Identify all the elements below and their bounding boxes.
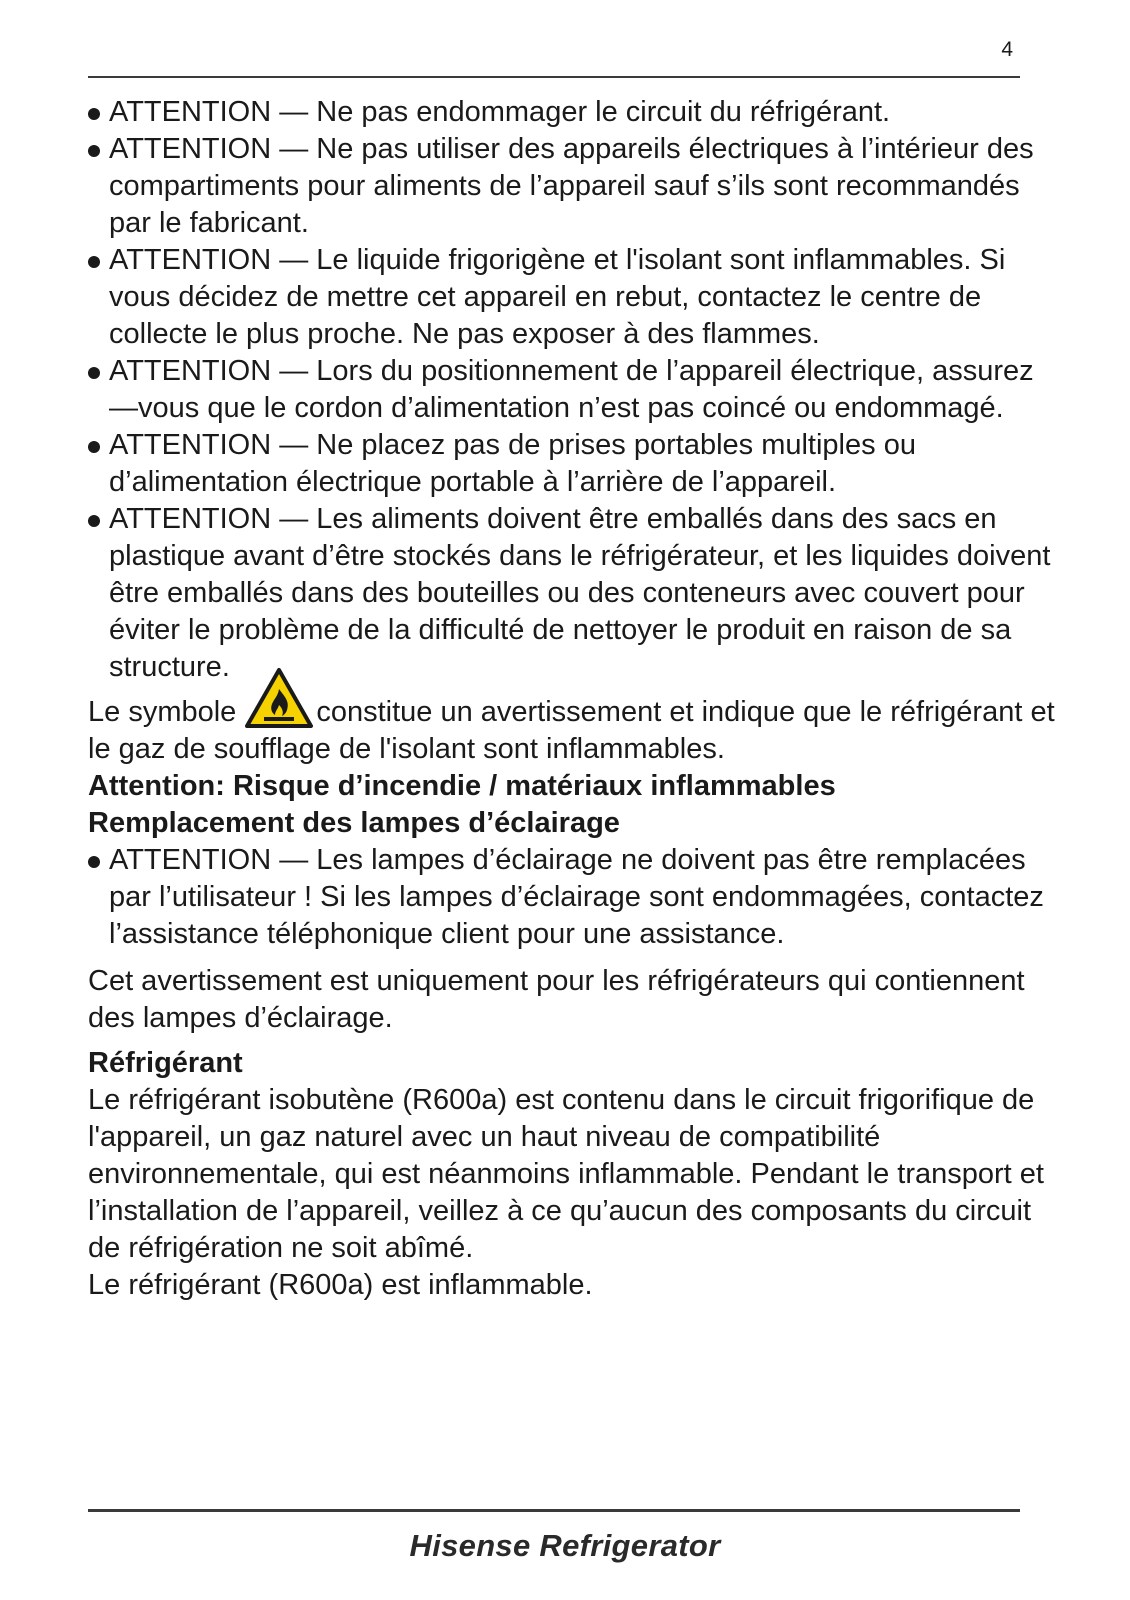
symbol-note — [88, 694, 1060, 768]
lamps-heading: Remplacement des lampes d’éclairage — [88, 807, 620, 839]
footer-divider — [88, 1509, 1020, 1512]
warning-item: ATTENTION — Ne placez pas de prises portables multiples ou d’alimentation électrique portable à l’arrière de l’appareil. — [88, 427, 1060, 501]
refrigerant-heading: Réfrigérant — [88, 1047, 243, 1079]
refrigerant-text: Le réfrigérant isobutène (R600a) est contenu dans le circuit frigorifique de l'appareil, un gaz naturel avec un haut niveau de compatibilité environnementale, qui est néanmoins inflammable. Pendant le transport et l’installation de l’appareil, veillez à ce qu’aucun des composants du circuit de réfrigération ne soit abîmé. — [88, 1084, 1044, 1264]
symbol-note-before: Le symbole — [88, 696, 237, 728]
header-divider — [88, 76, 1020, 78]
page-content — [88, 94, 1060, 1304]
warning-item: ATTENTION — Lors du positionnement de l’appareil électrique, assurez—vous que le cordon d’alimentation n’est pas coincé ou endommagé. — [88, 353, 1060, 427]
warning-list — [88, 94, 1060, 686]
footer-brand: Hisense Refrigerator — [409, 1528, 721, 1563]
page-number: 4 — [1001, 38, 1013, 61]
symbol-note-after: constitue un avertissement et indique que le réfrigérant et le gaz de soufflage de l'isolant sont inflammables. — [88, 696, 1055, 765]
warning-item: ATTENTION — Les lampes d’éclairage ne doivent pas être remplacées par l’utilisateur ! Si les lampes d’éclairage sont endommagées, contactez l’assistance téléphonique client pour une assistance. — [88, 842, 1060, 953]
lamps-note: Cet avertissement est uniquement pour les réfrigérateurs qui contiennent des lampes d’éclairage. — [88, 965, 1025, 1034]
refrigerant-flammable: Le réfrigérant (R600a) est inflammable. — [88, 1269, 593, 1301]
warning-item: ATTENTION — Ne pas endommager le circuit du réfrigérant. — [88, 94, 1060, 131]
warning-item: ATTENTION — Ne pas utiliser des appareils électriques à l’intérieur des compartiments pour aliments de l’appareil sauf s’ils sont recommandés par le fabricant. — [88, 131, 1060, 242]
warning-item: ATTENTION — Les aliments doivent être emballés dans des sacs en plastique avant d’être stockés dans le réfrigérateur, et les liquides doivent être emballés dans des bouteilles ou des conteneurs avec couvert pour éviter le problème de la difficulté de nettoyer le produit en raison de sa structure. — [88, 501, 1060, 686]
warning-item: ATTENTION — Le liquide frigorigène et l'isolant sont inflammables. Si vous décidez de mettre cet appareil en rebut, contactez le centre de collecte le plus proche. Ne pas exposer à des flammes. — [88, 242, 1060, 353]
flammable-warning-icon — [244, 667, 314, 729]
fire-risk-heading: Attention: Risque d’incendie / matériaux inflammables — [88, 770, 836, 802]
lamps-warning-list — [88, 842, 1060, 953]
